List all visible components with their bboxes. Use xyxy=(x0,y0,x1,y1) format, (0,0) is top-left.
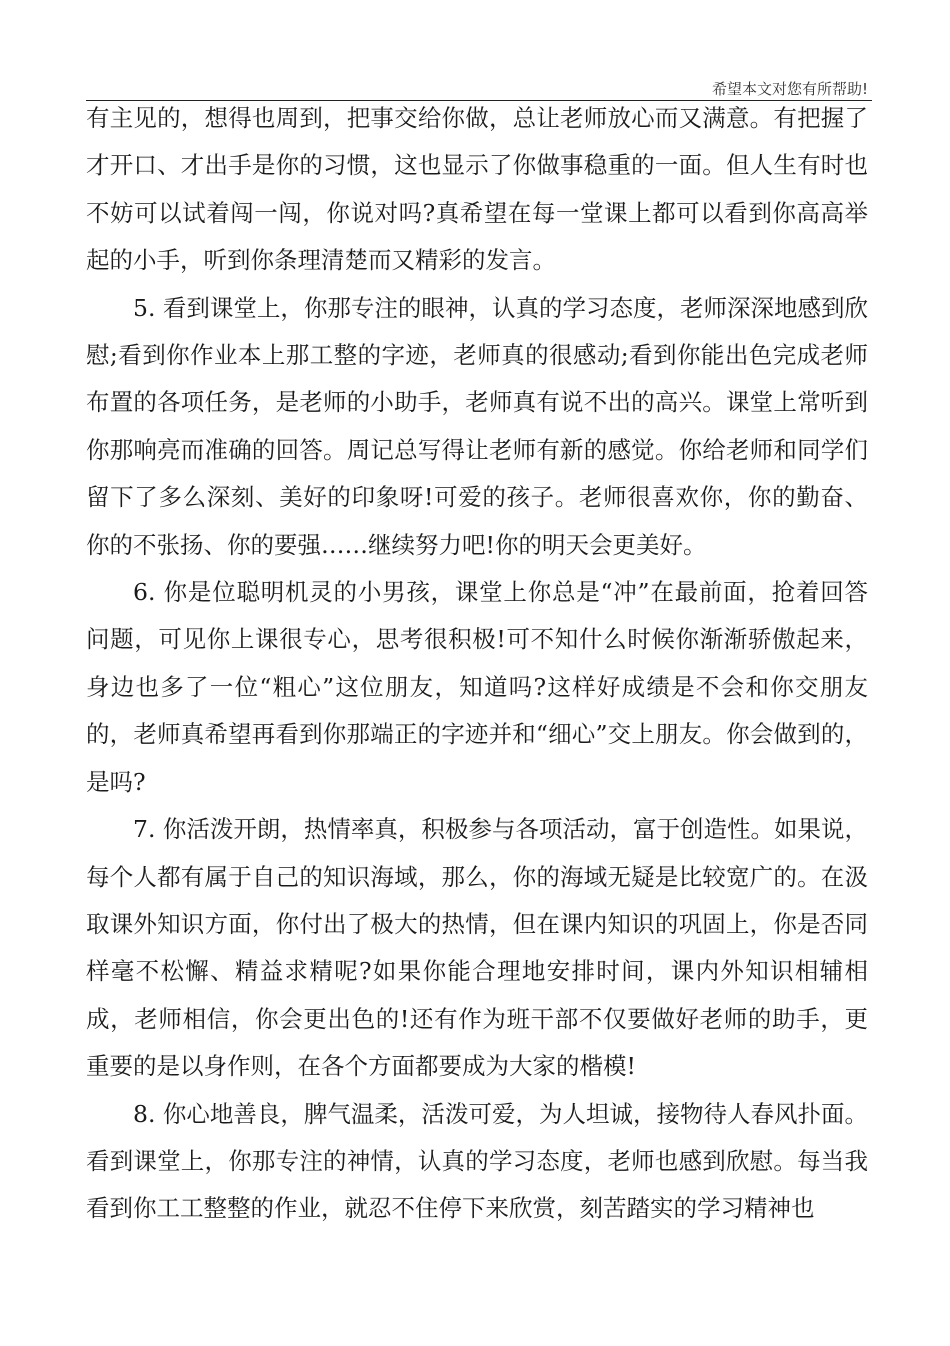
paragraph-item-5: 5. 看到课堂上，你那专注的眼神，认真的学习态度，老师深深地感到欣慰;看到你作业本上那工整的字迹，老师真的很感动;看到你能出色完成老师布置的各项任务，是老师的小助手，老师真有说不出的高兴。课堂上常听到你那响亮而准确的回答。周记总写得让老师有新的感觉。你给老师和同学们留下了多么深刻、美好的印象呀!可爱的孩子。老师很喜欢你，你的勤奋、你的不张扬、你的要强……继续努力吧!你的明天会更美好。 xyxy=(86,293,868,559)
paragraph-continued: 有主见的，想得也周到，把事交给你做，总让老师放心而又满意。有把握了才开口、才出手是你的习惯，这也显示了你做事稳重的一面。但人生有时也不妨可以试着闯一闯，你说对吗?真希望在每一堂课上都可以看到你高高举起的小手，听到你条理清楚而又精彩的发言。 xyxy=(86,104,868,275)
header-note: 希望本文对您有所帮助! xyxy=(711,80,868,98)
paragraph-item-7: 7. 你活泼开朗，热情率真，积极参与各项活动，富于创造性。如果说，每个人都有属于自己的知识海域，那么，你的海域无疑是比较宽广的。在汲取课外知识方面，你付出了极大的热情，但在课内知识的巩固上，你是否同样毫不松懈、精益求精呢?如果你能合理地安排时间，课内外知识相辅相成，老师相信，你会更出色的!还有作为班干部不仅要做好老师的助手，更重要的是以身作则，在各个方面都要成为大家的楷模! xyxy=(86,815,868,1081)
body-text xyxy=(86,95,868,1233)
paragraph-item-6: 6. 你是位聪明机灵的小男孩，课堂上你总是“冲”在最前面，抢着回答问题，可见你上课很专心，思考很积极!可不知什么时候你渐渐骄傲起来，身边也多了一位“粗心”这位朋友，知道吗?这样好成绩是不会和你交朋友的，老师真希望再看到你那端正的字迹并和“细心”交上朋友。你会做到的，是吗? xyxy=(86,578,868,796)
paragraph-item-8: 8. 你心地善良，脾气温柔，活泼可爱，为人坦诚，接物待人春风扑面。看到课堂上，你那专注的神情，认真的学习态度，老师也感到欣慰。每当我看到你工工整整的作业，就忍不住停下来欣赏，刻苦踏实的学习精神也 xyxy=(86,1099,868,1223)
